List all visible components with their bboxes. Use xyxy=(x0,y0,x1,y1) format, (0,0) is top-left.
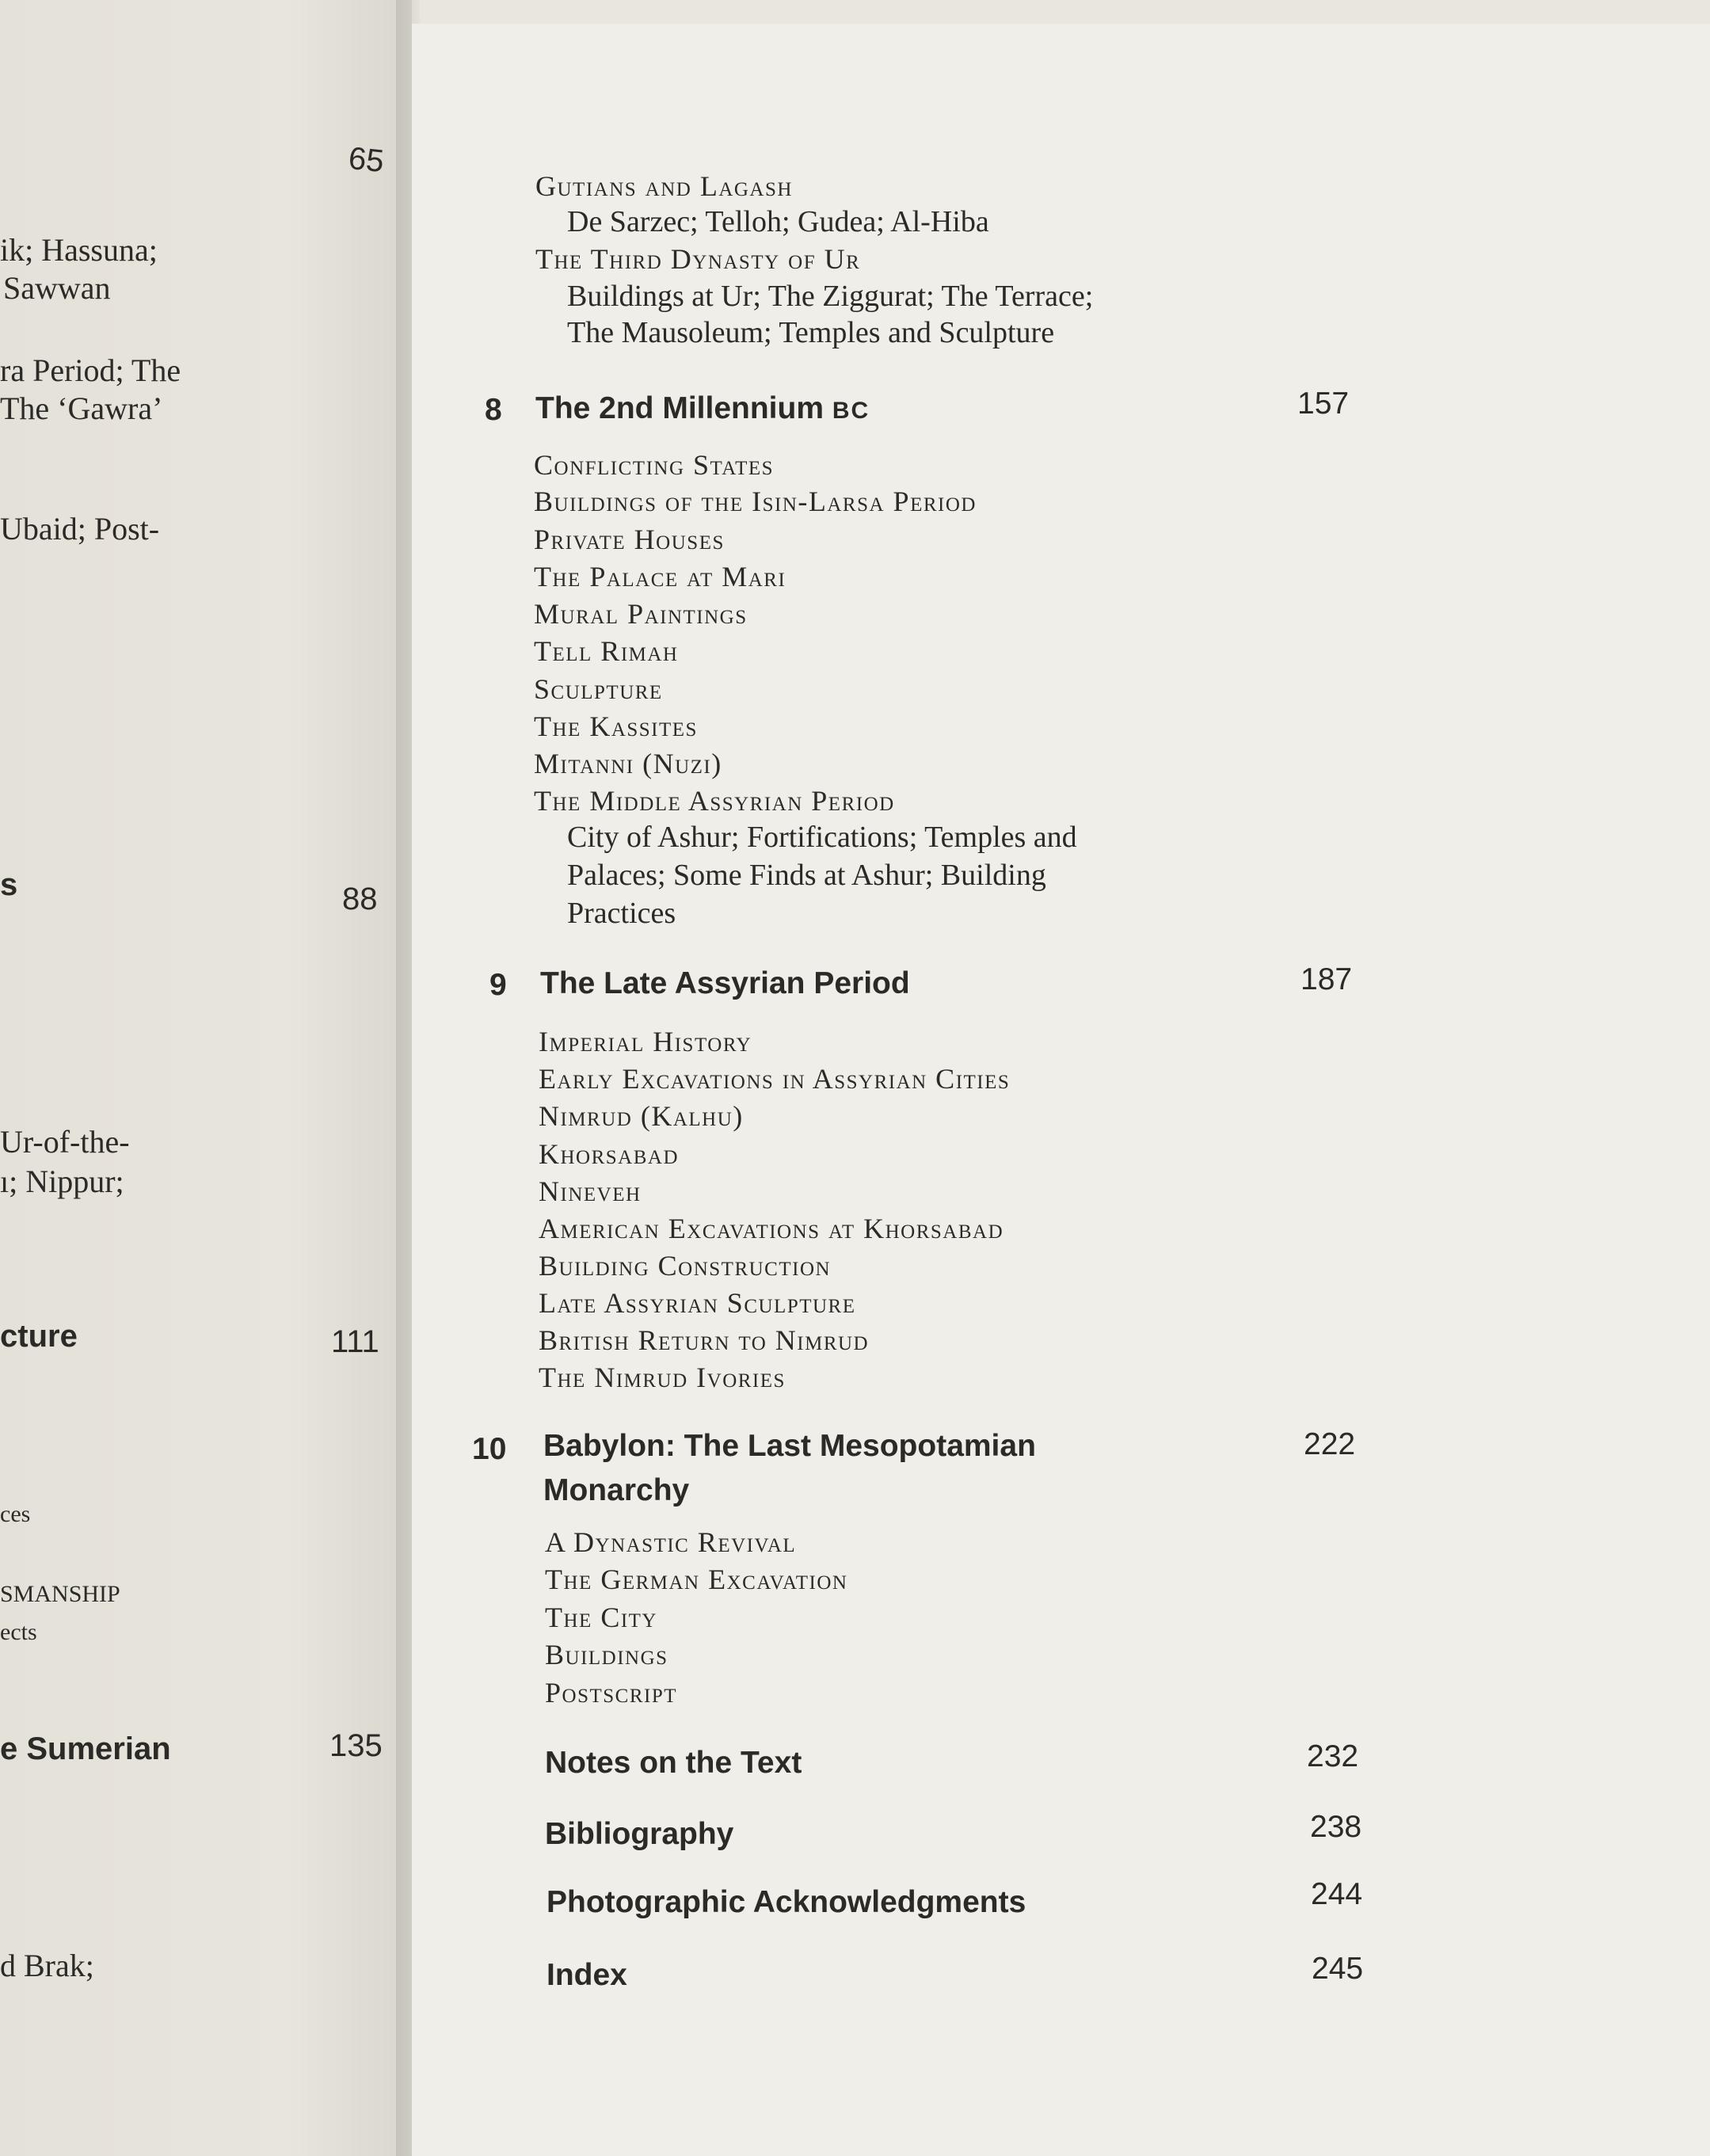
back-matter-title: Index xyxy=(547,1958,627,1992)
toc-subsection: Nineveh xyxy=(539,1175,642,1207)
back-matter-title: Bibliography xyxy=(545,1817,734,1851)
left-heading-fragment: e Sumerian xyxy=(0,1731,171,1766)
back-matter-title: Notes on the Text xyxy=(545,1746,802,1780)
left-page-number: 135 xyxy=(329,1728,383,1763)
left-heading-fragment: s xyxy=(0,867,18,902)
chapter-title-suffix: BC xyxy=(832,398,870,424)
left-fragment: ik; Hassuna; xyxy=(0,232,158,268)
chapter-number: 10 xyxy=(472,1432,507,1466)
toc-subsection: Building Construction xyxy=(539,1250,832,1282)
toc-subsection: Tell Rimah xyxy=(534,635,679,667)
left-fragment: d Brak; xyxy=(0,1948,94,1983)
toc-subsection: The Kassites xyxy=(534,710,698,742)
toc-subsection: The Palace at Mari xyxy=(534,561,786,592)
left-page-number: 88 xyxy=(342,882,378,916)
toc-description: Palaces; Some Finds at Ashur; Building xyxy=(567,859,1046,892)
toc-subsection: Mitanni (Nuzi) xyxy=(534,748,722,779)
back-matter-title: Photographic Acknowledgments xyxy=(547,1885,1026,1919)
left-page xyxy=(0,0,412,2156)
left-fragment: ces xyxy=(0,1501,31,1527)
toc-subsection: British Return to Nimrud xyxy=(539,1324,870,1356)
toc-subsection: A Dynastic Revival xyxy=(545,1526,797,1558)
toc-subsection: The Third Dynasty of Ur xyxy=(535,243,861,275)
left-heading-fragment: cture xyxy=(0,1319,78,1354)
toc-subsection: The German Excavation xyxy=(545,1564,848,1595)
chapter-number: 9 xyxy=(489,968,507,1002)
left-fragment: ı; Nippur; xyxy=(0,1164,124,1199)
left-page-number: 111 xyxy=(331,1324,379,1359)
toc-description: Buildings at Ur; The Ziggurat; The Terrace; xyxy=(567,280,1094,313)
chapter-page-number: 187 xyxy=(1301,962,1353,996)
toc-subsection: Early Excavations in Assyrian Cities xyxy=(539,1063,1011,1095)
left-fragment: ects xyxy=(0,1619,37,1645)
chapter-title-line2: Monarchy xyxy=(543,1473,690,1507)
toc-subsection: Mural Paintings xyxy=(534,598,748,630)
toc-description: De Sarzec; Telloh; Gudea; Al-Hiba xyxy=(567,205,989,238)
left-fragment: The ‘Gawra’ xyxy=(0,390,163,426)
left-fragment: Ur-of-the- xyxy=(0,1124,130,1160)
back-matter-page: 244 xyxy=(1311,1877,1363,1911)
left-fragment: Sawwan xyxy=(3,270,111,306)
back-matter-page: 232 xyxy=(1307,1739,1359,1773)
chapter-number: 8 xyxy=(485,393,502,427)
left-page-number: 65 xyxy=(346,140,386,180)
toc-subsection: Buildings xyxy=(545,1639,668,1670)
toc-subsection: Gutians and Lagash xyxy=(535,170,793,202)
toc-description: City of Ashur; Fortifications; Temples and xyxy=(567,821,1077,854)
back-matter-page: 245 xyxy=(1312,1952,1364,1986)
toc-subsection: Conflicting States xyxy=(534,449,775,481)
toc-subsection: The City xyxy=(545,1602,657,1633)
toc-subsection: Late Assyrian Sculpture xyxy=(539,1287,856,1319)
chapter-page-number: 222 xyxy=(1304,1427,1356,1461)
chapter-title: The Late Assyrian Period xyxy=(540,966,910,1000)
toc-subsection: Imperial History xyxy=(539,1026,752,1057)
toc-subsection: The Middle Assyrian Period xyxy=(534,785,895,817)
back-matter-page: 238 xyxy=(1310,1810,1362,1844)
toc-subsection: Khorsabad xyxy=(539,1138,680,1170)
toc-subsection: Sculpture xyxy=(534,673,663,705)
left-fragment: Ubaid; Post- xyxy=(0,511,160,547)
toc-subsection: American Excavations at Khorsabad xyxy=(539,1213,1004,1244)
toc-subsection: The Nimrud Ivories xyxy=(539,1362,786,1393)
chapter-title: The 2nd Millennium BC xyxy=(535,391,870,425)
left-fragment: SMANSHIP xyxy=(0,1581,120,1607)
toc-subsection: Postscript xyxy=(545,1677,678,1708)
chapter-page-number: 157 xyxy=(1297,387,1350,421)
chapter-title: Babylon: The Last Mesopotamian xyxy=(543,1429,1036,1463)
toc-subsection: Buildings of the Isin-Larsa Period xyxy=(534,486,977,517)
toc-description: Practices xyxy=(567,897,676,930)
toc-description: The Mausoleum; Temples and Sculpture xyxy=(567,316,1055,349)
left-fragment: ra Period; The xyxy=(0,352,181,388)
toc-subsection: Private Houses xyxy=(534,524,725,555)
toc-subsection: Nimrud (Kalhu) xyxy=(539,1100,744,1132)
